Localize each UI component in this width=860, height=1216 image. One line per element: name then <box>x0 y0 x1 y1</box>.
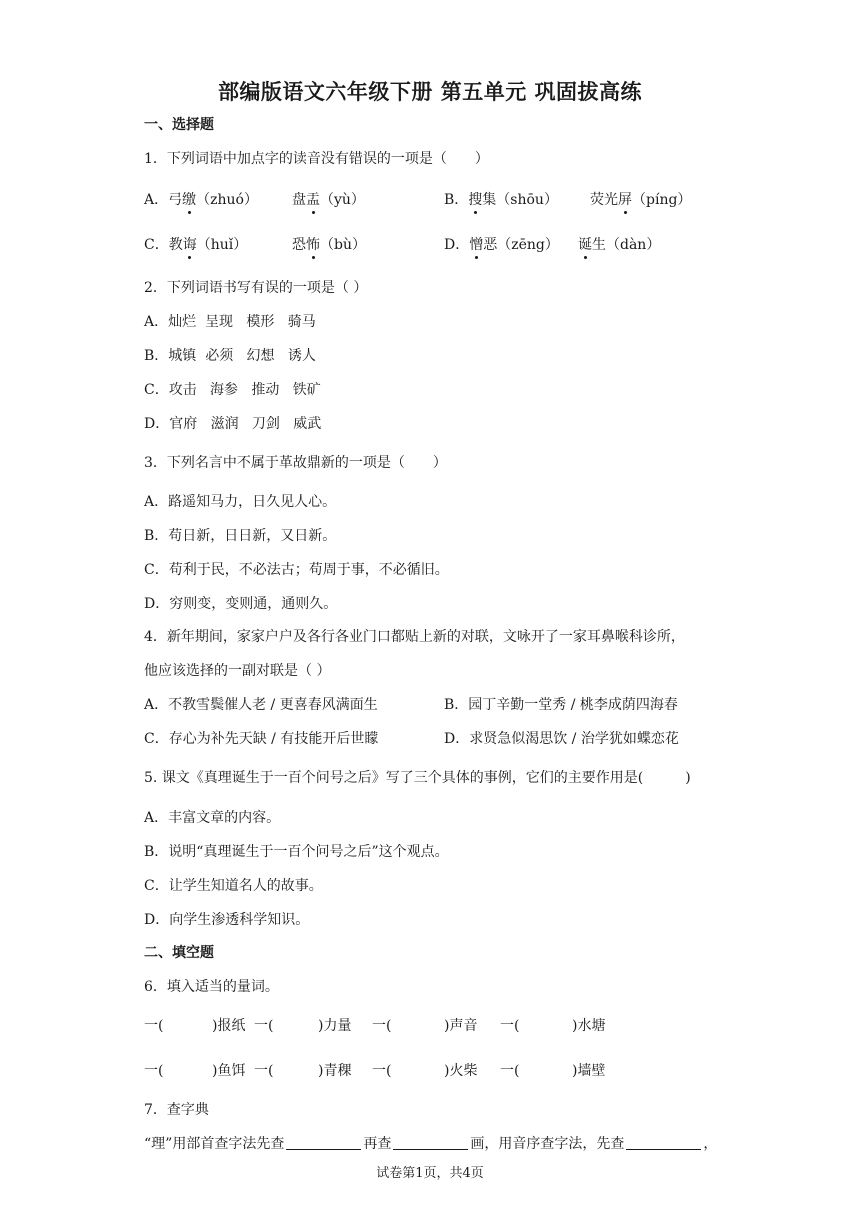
answer-blank[interactable] <box>286 1135 361 1150</box>
answer-blank[interactable] <box>626 1135 701 1150</box>
measure-word-prefix: 一( <box>500 1063 520 1079</box>
q5-option-d: D．向学生渗透科学知识。 <box>144 912 310 928</box>
q4-stem-line1: 4．新年期间，家家户户及各行各业门口都贴上新的对联，文咏开了一家耳鼻喉科诊所， <box>144 629 685 645</box>
section-heading-fill: 二、填空题 <box>144 945 214 961</box>
measure-word-noun: )报纸 <box>212 1018 246 1034</box>
measure-word-prefix: 一( <box>254 1018 274 1034</box>
q1-option-d: D．憎恶（zēng） <box>444 234 559 254</box>
q2-option-b: B．城镇 必须 幻想 诱人 <box>144 348 316 364</box>
dotted-char: 怖 <box>306 234 320 254</box>
q2-option-a: A．灿烂 呈现 模形 骑马 <box>144 314 316 330</box>
dotted-char: 缴 <box>182 189 196 209</box>
q5-option-a: A．丰富文章的内容。 <box>144 810 281 826</box>
measure-word-noun: )墙壁 <box>572 1063 606 1079</box>
measure-word-noun: )火柴 <box>444 1063 478 1079</box>
measure-word-prefix: 一( <box>144 1018 164 1034</box>
measure-word-prefix: 一( <box>254 1063 274 1079</box>
q7-sentence: “理”用部首查字法先查 再查 画，用音序查字法，先查 ， <box>144 1136 718 1152</box>
measure-word-noun: )水塘 <box>572 1018 606 1034</box>
page-footer: 试卷第1页，共4页 <box>376 1166 484 1181</box>
dotted-char: 盂 <box>306 189 320 209</box>
q4-option-d: D．求贤急似渴思饮 / 治学犹如蝶恋花 <box>444 731 679 747</box>
q1-option-b-word2: 荧光屏（píng） <box>590 189 691 209</box>
q1-option-d-word2: 诞生（dàn） <box>578 234 660 254</box>
q3-stem: 3．下列名言中不属于革故鼎新的一项是（ ） <box>144 455 447 471</box>
q1-option-b: B．搜集（shōu） <box>444 189 558 209</box>
q5-option-c: C．让学生知道名人的故事。 <box>144 878 323 894</box>
q3-option-a: A．路遥知马力，日久见人心。 <box>144 494 337 510</box>
q2-stem: 2．下列词语书写有误的一项是（ ） <box>144 280 368 296</box>
q7-stem: 7．查字典 <box>144 1102 209 1118</box>
q3-option-c: C．苟利于民，不必法古；苟周于事，不必循旧。 <box>144 562 449 578</box>
measure-word-noun: )青稞 <box>318 1063 352 1079</box>
measure-word-noun: )鱼饵 <box>212 1063 246 1079</box>
measure-word-prefix: 一( <box>372 1063 392 1079</box>
answer-blank[interactable] <box>393 1135 468 1150</box>
q1-option-c: C．教诲（huǐ） <box>144 234 247 254</box>
q6-stem: 6．填入适当的量词。 <box>144 979 279 995</box>
q2-option-d: D．官府 滋润 刀剑 威武 <box>144 416 322 432</box>
measure-word-prefix: 一( <box>500 1018 520 1034</box>
q1-option-c-word2: 恐怖（bù） <box>292 234 366 254</box>
section-heading-choice: 一、选择题 <box>144 117 214 133</box>
q5-stem: 5. 课文《真理诞生于一百个问号之后》写了三个具体的事例，它们的主要作用是( ) <box>144 770 691 786</box>
q1-stem: 1．下列词语中加点字的读音没有错误的一项是（ ） <box>144 151 489 167</box>
q4-stem-line2: 他应该选择的一副对联是（ ） <box>144 663 331 679</box>
dotted-char: 屏 <box>618 189 632 209</box>
measure-word-prefix: 一( <box>144 1063 164 1079</box>
q4-option-b: B．园丁辛勤一堂秀 / 桃李成荫四海春 <box>444 697 678 713</box>
measure-word-noun: )力量 <box>318 1018 352 1034</box>
page-title: 部编版语文六年级下册 第五单元 巩固拔高练 <box>217 80 643 104</box>
dotted-char: 诞 <box>578 234 592 254</box>
dotted-char: 诲 <box>183 234 197 254</box>
q2-option-c: C．攻击 海参 推动 铁矿 <box>144 382 321 398</box>
q4-option-a: A．不教雪鬓催人老 / 更喜春风满面生 <box>144 697 378 713</box>
q3-option-b: B．苟日新，日日新，又日新。 <box>144 528 337 544</box>
measure-word-prefix: 一( <box>372 1018 392 1034</box>
q5-option-b: B．说明“真理诞生于一百个问号之后”这个观点。 <box>144 844 449 860</box>
q1-option-a-word2: 盘盂（yù） <box>292 189 365 209</box>
q4-option-c: C．存心为补先天缺 / 有技能开后世矇 <box>144 731 379 747</box>
q3-option-d: D．穷则变，变则通，通则久。 <box>144 596 338 612</box>
measure-word-noun: )声音 <box>444 1018 478 1034</box>
dotted-char: 搜 <box>468 189 482 209</box>
dotted-char: 憎 <box>469 234 483 254</box>
q1-option-a: A．弓缴（zhuó） <box>144 189 258 209</box>
